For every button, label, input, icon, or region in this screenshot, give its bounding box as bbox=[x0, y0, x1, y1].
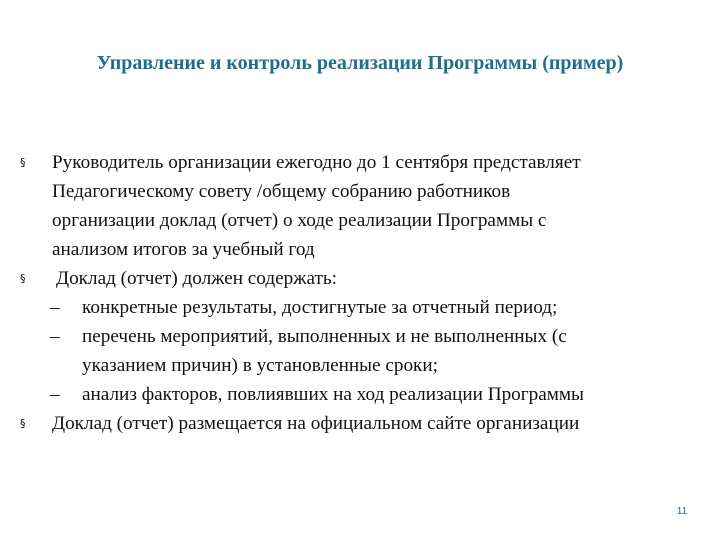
bullet-text-line: Педагогическому совету /общему собранию работников bbox=[52, 181, 511, 202]
dash-marker-icon: – bbox=[50, 297, 60, 318]
sub-item-text-line: анализ факторов, повлиявших на ход реализации Программы bbox=[82, 384, 584, 405]
bullet-text-line: анализом итогов за учебный год bbox=[52, 239, 315, 260]
bullet-text-line: Руководитель организации ежегодно до 1 сентября представляет bbox=[52, 152, 581, 173]
bullet-text-line: организации доклад (отчет) о ходе реализации Программы с bbox=[52, 210, 547, 231]
slide-content bbox=[0, 148, 720, 438]
sub-item bbox=[0, 293, 720, 322]
bullet-item bbox=[0, 148, 720, 264]
sub-item-text-line: конкретные результаты, достигнутые за отчетный период; bbox=[82, 297, 558, 318]
slide-title: Управление и контроль реализации Программы (пример) bbox=[96, 52, 624, 74]
bullet-item bbox=[0, 264, 720, 293]
bullet-item bbox=[0, 409, 720, 438]
sub-item-text-line: указанием причин) в установленные сроки; bbox=[82, 355, 438, 376]
sub-item bbox=[0, 322, 720, 380]
sub-item-text-line: перечень мероприятий, выполненных и не выполненных (с bbox=[82, 326, 567, 347]
dash-marker-icon: – bbox=[50, 384, 60, 405]
sub-item bbox=[0, 380, 720, 409]
bullet-marker-icon: § bbox=[20, 417, 26, 430]
bullet-marker-icon: § bbox=[20, 272, 26, 285]
bullet-text-line: Доклад (отчет) размещается на официальном сайте организации bbox=[52, 413, 580, 434]
dash-marker-icon: – bbox=[50, 326, 60, 347]
bullet-text-line: Доклад (отчет) должен содержать: bbox=[56, 268, 337, 289]
page-number: 11 bbox=[676, 506, 688, 517]
bullet-marker-icon: § bbox=[20, 156, 26, 169]
